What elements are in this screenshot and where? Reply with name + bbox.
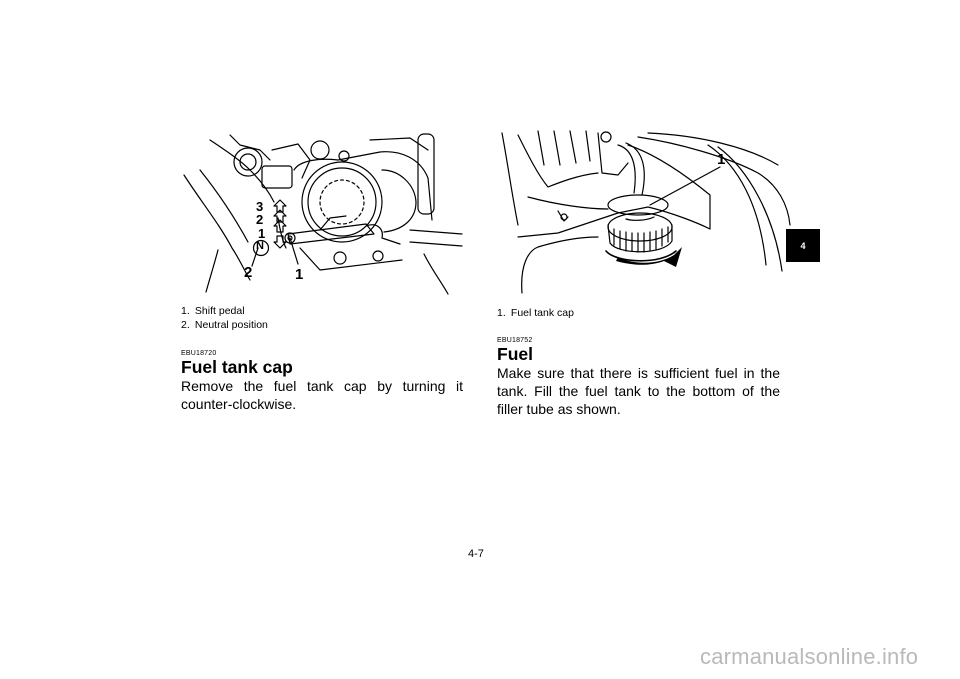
callout-gear-1: 1 bbox=[258, 226, 266, 241]
callout-1: 1 bbox=[295, 266, 304, 283]
caption-number: 1. bbox=[181, 305, 190, 317]
caption-number: 2. bbox=[181, 319, 190, 331]
watermark: carmanualsonline.info bbox=[700, 644, 919, 669]
section-heading: Fuel bbox=[497, 344, 533, 364]
section-body: Make sure that there is sufficient fuel in the tank. Fill the fuel tank to the bottom of the filler tube as shown. bbox=[497, 365, 780, 417]
caption-item bbox=[497, 306, 574, 320]
caption-list bbox=[181, 304, 268, 332]
callout-1: 1 bbox=[717, 151, 726, 168]
callout-2: 2 bbox=[244, 264, 253, 281]
callout-gear-3: 3 bbox=[256, 199, 264, 214]
chapter-tab: 4 bbox=[786, 229, 820, 262]
caption-text: Neutral position bbox=[194, 319, 268, 331]
caption-item bbox=[181, 304, 268, 318]
callout-neutral-label: N bbox=[256, 240, 264, 252]
page-number: 4-7 bbox=[468, 548, 484, 560]
shift-pedal-figure bbox=[170, 130, 464, 298]
caption-text: Shift pedal bbox=[194, 305, 245, 317]
section-body: Remove the fuel tank cap by turning it counter-clockwise. bbox=[181, 378, 463, 412]
callout-gear-2: 2 bbox=[256, 212, 264, 227]
caption-text: Fuel tank cap bbox=[510, 307, 574, 319]
section-code: EBU18752 bbox=[497, 337, 533, 344]
section-heading: Fuel tank cap bbox=[181, 357, 293, 377]
fuel-tank-cap-figure bbox=[498, 125, 792, 297]
caption-list bbox=[497, 306, 574, 320]
caption-item bbox=[181, 318, 268, 332]
caption-number: 1. bbox=[497, 307, 506, 319]
section-code: EBU18720 bbox=[181, 350, 217, 357]
